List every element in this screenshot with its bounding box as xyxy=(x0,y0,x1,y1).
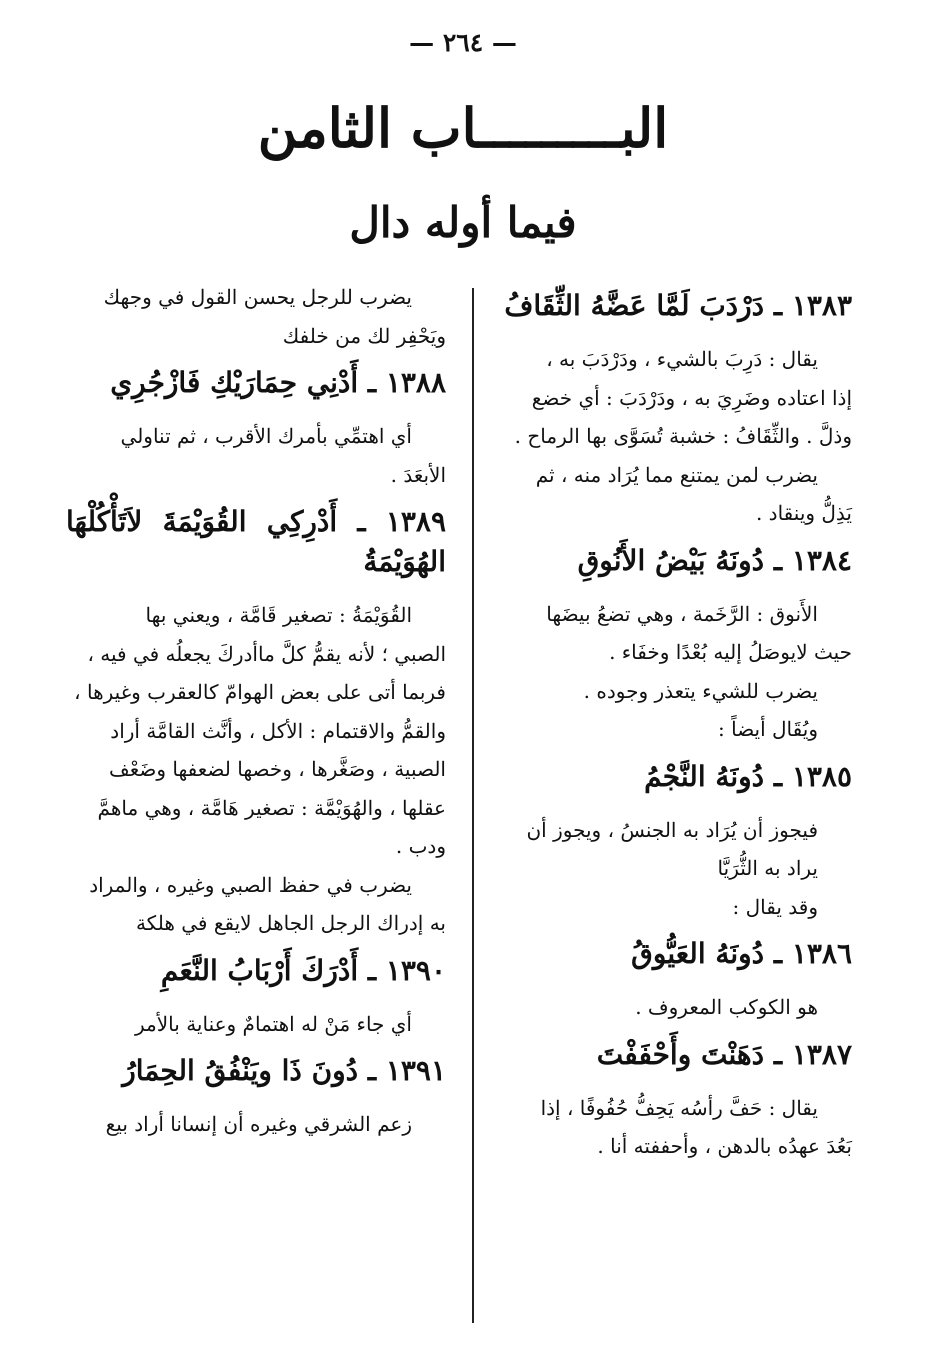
right-column xyxy=(472,278,852,1166)
text-line: الصبية ، وصَغَّرها ، وخصها لضعفها وضَعْف xyxy=(109,757,446,781)
text-line: به إدراك الرجل الجاهل لايقع في هلكة xyxy=(135,911,446,935)
text-line: يراد به الثُّرَيَّا xyxy=(717,856,818,880)
proverb-title: ١٣٩١ ـ دُونَ ذَا ويَنْفُقُ الحِمَارُ xyxy=(122,1054,446,1087)
text-line: القُوَيْمَةُ : تصغير قَامَّة ، ويعني بها xyxy=(145,603,412,627)
text-line: ويَحْفِر لك من خلفك xyxy=(282,323,446,348)
text-line: وذلَّ . والثِّقَافُ : خشبة تُسَوَّى بها الرماح . xyxy=(514,424,852,448)
chapter-title: البـــــــــاب الثامن xyxy=(257,96,669,160)
text-line: إذا اعتاده وضَرِيَ به ، ودَرْدَبَ : أي خضع xyxy=(531,385,852,410)
proverb-title: ١٣٨٧ ـ دَهَنْتَ وأَحْفَفْتَ xyxy=(596,1037,852,1071)
text-line: ويُقَال أيضاً : xyxy=(718,717,818,741)
text-line: يضرب في حفظ الصبي وغيره ، والمراد xyxy=(89,872,412,897)
text-line: يَذِلُّ وينقاد . xyxy=(755,501,852,525)
text-line: عقلها ، والهُوَيْمَّة : تصغير هَامَّة ، وهي ماهمَّ xyxy=(97,795,446,820)
text-line: يضرب لمن يمتنع مما يُرَاد منه ، ثم xyxy=(535,462,818,487)
chapter-subtitle: فيما أوله دال xyxy=(349,198,577,247)
text-line: الصبي ؛ لأنه يقمُّ كلَّ ماأدركَ يجعلُه في فيه ، xyxy=(87,641,446,666)
text-line: أي جاء مَنْ له اهتمامٌ وعناية بالأمر xyxy=(135,1011,412,1036)
proverb-title: ١٣٨٣ ـ دَرْدَبَ لَمَّا عَضَّهُ الثِّقَافُ xyxy=(504,289,852,322)
text-line: زعم الشرقي وغيره أن إنسانا أراد بيع xyxy=(105,1112,412,1136)
text-line: وقد يقال : xyxy=(732,894,818,919)
text-line: فيجوز أن يُرَاد به الجنسُ ، ويجوز أن xyxy=(526,817,818,842)
text-line: الأَنوق : الرَّخَمة ، وهي تضعُ بيضَها xyxy=(546,601,818,626)
text-line: ودب . xyxy=(395,834,446,858)
text-line: حيث لايوصَلُ إليه بُعْدًا وخفَاء . xyxy=(609,640,852,664)
page-number: — ٢٦٤ — xyxy=(409,28,517,57)
proverb-title: ١٣٨٩ ـ أَدْرِكِي القُوَيْمَةَ لاَتَأْكُلْهَا الهُوَيْمَةُ xyxy=(66,505,446,578)
text-line: أي اهتمِّي بأمرك الأقرب ، ثم تناولي xyxy=(120,424,412,448)
text-line: فربما أتى على بعض الهوامّ كالعقرب وغيرها ، xyxy=(74,680,446,704)
text-line: يضرب للشيء يتعذر وجوده . xyxy=(583,678,818,703)
text-line: والقمُّ والاقتمام : الأكل ، وأنَّث القامَّة أراد xyxy=(110,718,446,743)
text-line: بَعُدَ عهدُه بالدهن ، وأحففته أنا . xyxy=(597,1134,852,1158)
left-column xyxy=(66,278,446,1144)
text-line: يقال : حَفَّ رأسُه يَحِفُّ حُفُوفًا ، إذا xyxy=(540,1095,818,1120)
text-line: يقال : دَرِبَ بالشيء ، ودَرْدَبَ به ، xyxy=(546,347,818,371)
proverb-title: ١٣٨٦ ـ دُونَهُ العَيُّوقُ xyxy=(631,937,852,970)
proverb-title: ١٣٨٨ ـ أَدْنِي حِمَارَيْكِ فَازْجُرِي xyxy=(110,366,446,399)
proverb-title: ١٣٨٤ ـ دُونَهُ بَيْضُ الأَنُوقِ xyxy=(577,543,852,577)
text-line: يضرب للرجل يحسن القول في وجهك xyxy=(103,285,412,309)
proverb-title: ١٣٨٥ ـ دُونَهُ النَّجْمُ xyxy=(644,759,852,793)
text-line: الأبعَدَ . xyxy=(390,462,446,487)
text-line: هو الكوكب المعروف . xyxy=(635,995,818,1019)
proverb-title: ١٣٩٠ ـ أَدْرَكَ أَرْبَابُ النَّعَمِ xyxy=(160,953,446,987)
